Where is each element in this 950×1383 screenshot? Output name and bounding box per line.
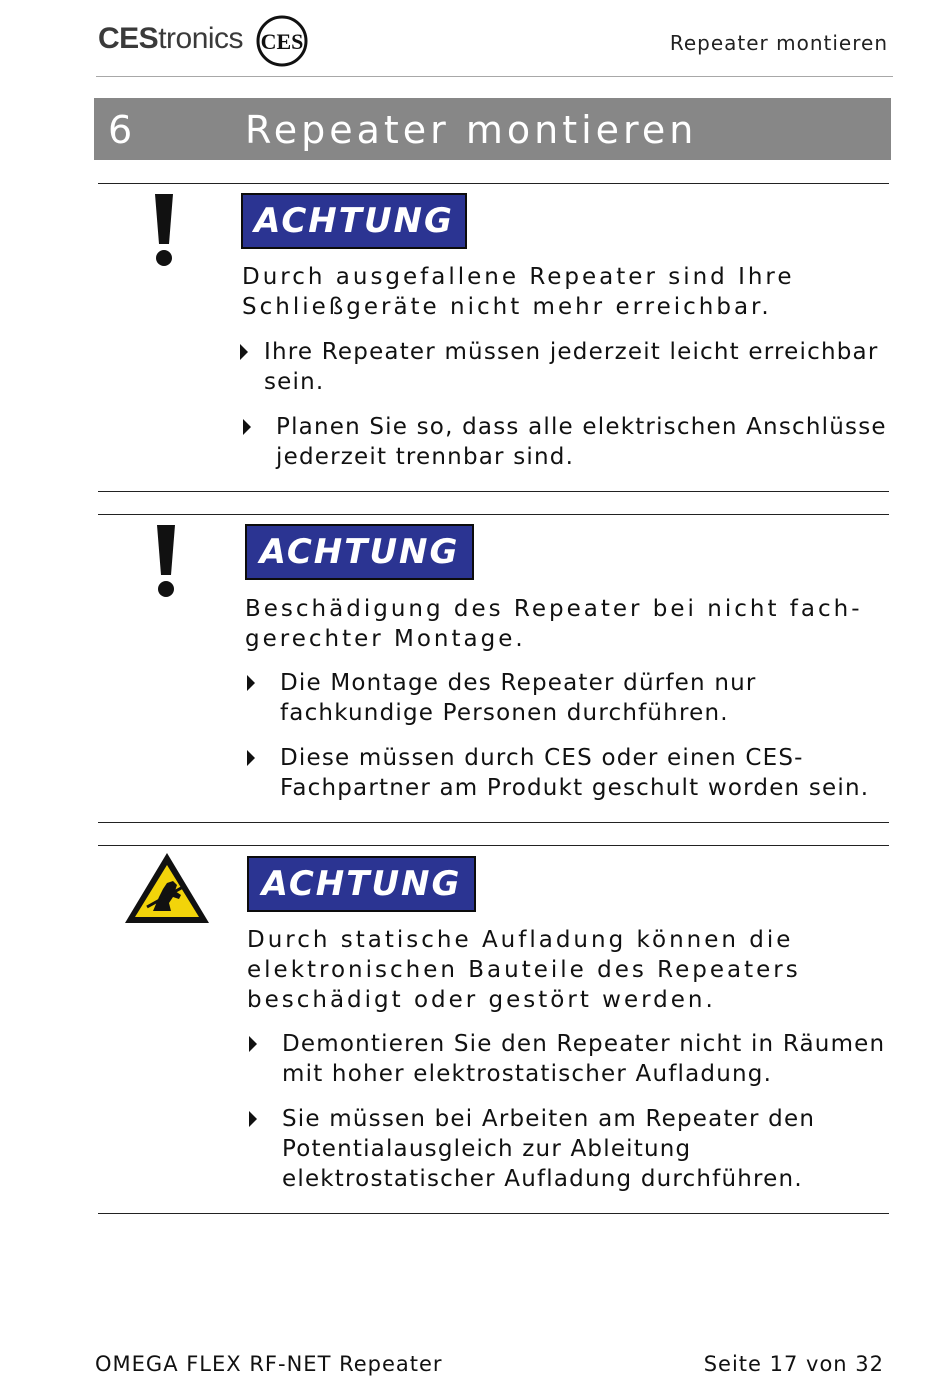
notice-lead-text [245,594,863,654]
bullet-line: sein. [264,369,325,395]
bullet-item [282,1029,885,1089]
bullet-line: Diese müssen durch CES oder einen CES- [280,745,804,771]
bullet-line: Ihre Repeater müssen jederzeit leicht erreichbar [264,339,879,365]
logo-mark-text: CES [260,29,304,54]
bullet-line: Sie müssen bei Arbeiten am Repeater den [282,1106,816,1132]
lead-line: Beschädigung des Repeater bei nicht fach- [245,596,863,622]
notice-bottom-rule [98,491,889,492]
notice-top-rule [98,845,889,846]
bullet-line: Die Montage des Repeater dürfen nur [280,670,757,696]
notice-bottom-rule [98,822,889,823]
header-divider [96,76,893,77]
achtung-badge: ACHTUNG [247,856,476,912]
bullet-arrow-icon [249,1111,257,1127]
notice-lead-text [247,925,801,1015]
exclamation-icon [151,523,181,599]
company-logo-text [98,22,243,56]
notice-top-rule [98,514,889,515]
bullet-line: Fachpartner am Produkt geschult worden sein. [280,775,870,801]
bullet-line: jederzeit trennbar sind. [276,444,575,470]
ces-logo-icon [256,15,308,67]
bullet-item [280,668,757,728]
lead-line: Schließgeräte nicht mehr erreichbar. [242,294,772,320]
running-header-title: Repeater montieren [669,31,888,55]
bullet-arrow-icon [247,750,255,766]
bullet-line: elektrostatischer Aufladung durchführen. [282,1166,803,1192]
bullet-line: Potentialausgleich zur Ableitung [282,1136,692,1162]
bullet-item [280,743,869,803]
logo-bold-part: CES [98,22,159,55]
bullet-line: fachkundige Personen durchführen. [280,700,729,726]
bullet-arrow-icon [249,1036,257,1052]
notice-lead-text [242,262,795,322]
lead-line: beschädigt oder gestört werden. [247,987,716,1013]
bullet-item [264,337,878,397]
notice-top-rule [98,183,889,184]
logo-light-part: tronics [158,22,244,55]
bullet-item [282,1104,815,1194]
esd-warning-icon [123,851,211,925]
lead-line: gerechter Montage. [245,626,526,652]
lead-line: Durch statische Aufladung können die [247,927,794,953]
bullet-item [276,412,887,472]
footer-product-name: OMEGA FLEX RF-NET Repeater [95,1352,443,1376]
lead-line: elektronischen Bauteile des Repeaters [247,957,801,983]
notice-bottom-rule [98,1213,889,1214]
chapter-title: Repeater montieren [245,108,698,152]
chapter-number: 6 [108,108,133,152]
bullet-line: Planen Sie so, dass alle elektrischen Anschlüsse [276,414,887,440]
bullet-arrow-icon [240,344,248,360]
bullet-line: mit hoher elektrostatischer Aufladung. [282,1061,773,1087]
bullet-line: Demontieren Sie den Repeater nicht in Räumen [282,1031,886,1057]
lead-line: Durch ausgefallene Repeater sind Ihre [242,264,795,290]
bullet-arrow-icon [243,419,251,435]
achtung-badge: ACHTUNG [241,193,467,249]
achtung-badge: ACHTUNG [245,524,474,580]
bullet-arrow-icon [247,675,255,691]
footer-page-number: Seite 17 von 32 [703,1352,884,1376]
exclamation-icon [149,192,179,268]
